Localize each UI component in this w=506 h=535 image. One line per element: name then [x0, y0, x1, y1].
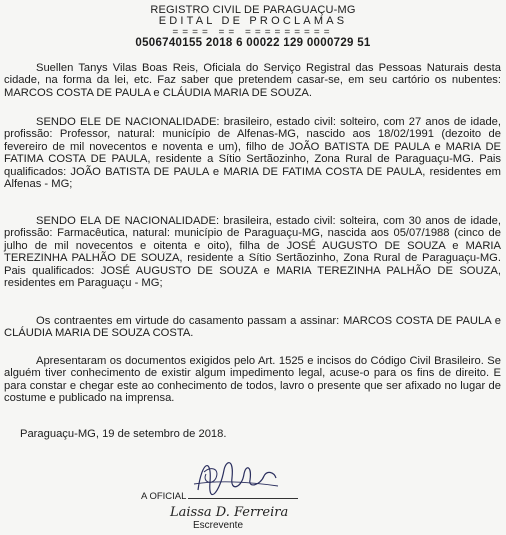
signature-line [141, 491, 298, 502]
closing-paragraph: Apresentaram os documentos exigidos pelo Art. 1525 e incisos do Código Civil Brasileiro. Se alguém tiver conhecimento de existir algum impedimento legal, acuse-o para os fins de direito. E para constar e chegar este ao conhecimento de todos, lavro o presente que ser afixado no lugar de costume e publicado na imprensa. [4, 355, 501, 405]
edital-title: EDITAL DE PROCLAMAS [158, 15, 348, 27]
title-underline: ==== == ========= [172, 27, 334, 38]
groom-paragraph: SENDO ELE DE NACIONALIDADE: brasileiro, estado civil: solteiro, com 27 anos de idade, profissão: Professor, natural: município de Alfenas-MG, nascido aos 18/02/1991 (dezoito de fevereiro de mil novecentos e noventa e um), filho de JOÃO BATISTA DE PAULA e MARIA DE FATIMA COSTA DE PAULA, residente a Sítio Sertãozinho, Zona Rural de Paraguaçu-MG. Pais qualificados: JOÃO BATISTA DE PAULA e MARIA DE FATIMA COSTA DE PAULA, residentes em Alfenas - MG; [4, 116, 501, 191]
signature-label: A OFICIAL [141, 491, 187, 502]
bride-paragraph: SENDO ELA DE NACIONALIDADE: brasileira, estado civil: solteira, com 30 anos de idade, profissão: Farmacêutica, natural: município de Paraguaçu-MG, nascida aos 05/07/1988 (cinco de julho de mil novecentos e oitenta e oito), filha de JOSÉ AUGUSTO DE SOUZA e MARIA TEREZINHA PALHÃO DE SOUZA, residente a Sítio Sertãozinho, Zona Rural de Paraguaçu-MG. Pais qualificados: JOSÉ AUGUSTO DE SOUZA e MARIA TEREZINHA PALHÃO DE SOUZA, residentes em Paraguaçu - MG; [4, 215, 501, 290]
intro-paragraph: Suellen Tanys Vilas Boas Reis, Oficiala do Serviço Registral das Pessoas Naturais desta cidade, na forma da lei, etc. Faz saber que pretendem casar-se, em seu cartório os nubentes: MARCOS COSTA DE PAULA e CLÁUDIA MARIA DE SOUZA. [4, 62, 501, 99]
names-after-marriage-paragraph: Os contraentes em virtude do casamento passam a assinar: MARCOS COSTA DE PAULA e CLÁUDIA MARIA DE SOUZA COSTA. [4, 315, 501, 340]
signature-rule [188, 498, 298, 499]
registration-number: 0506740155 2018 6 00022 129 0000729 51 [135, 37, 371, 49]
signer-title: Escrevente [193, 520, 244, 531]
place-date: Paraguaçu-MG, 19 de setembro de 2018. [20, 428, 227, 440]
signer-name: Laissa D. Ferreira [170, 505, 289, 520]
registry-title: REGISTRO CIVIL DE PARAGUAÇU-MG [150, 4, 356, 16]
